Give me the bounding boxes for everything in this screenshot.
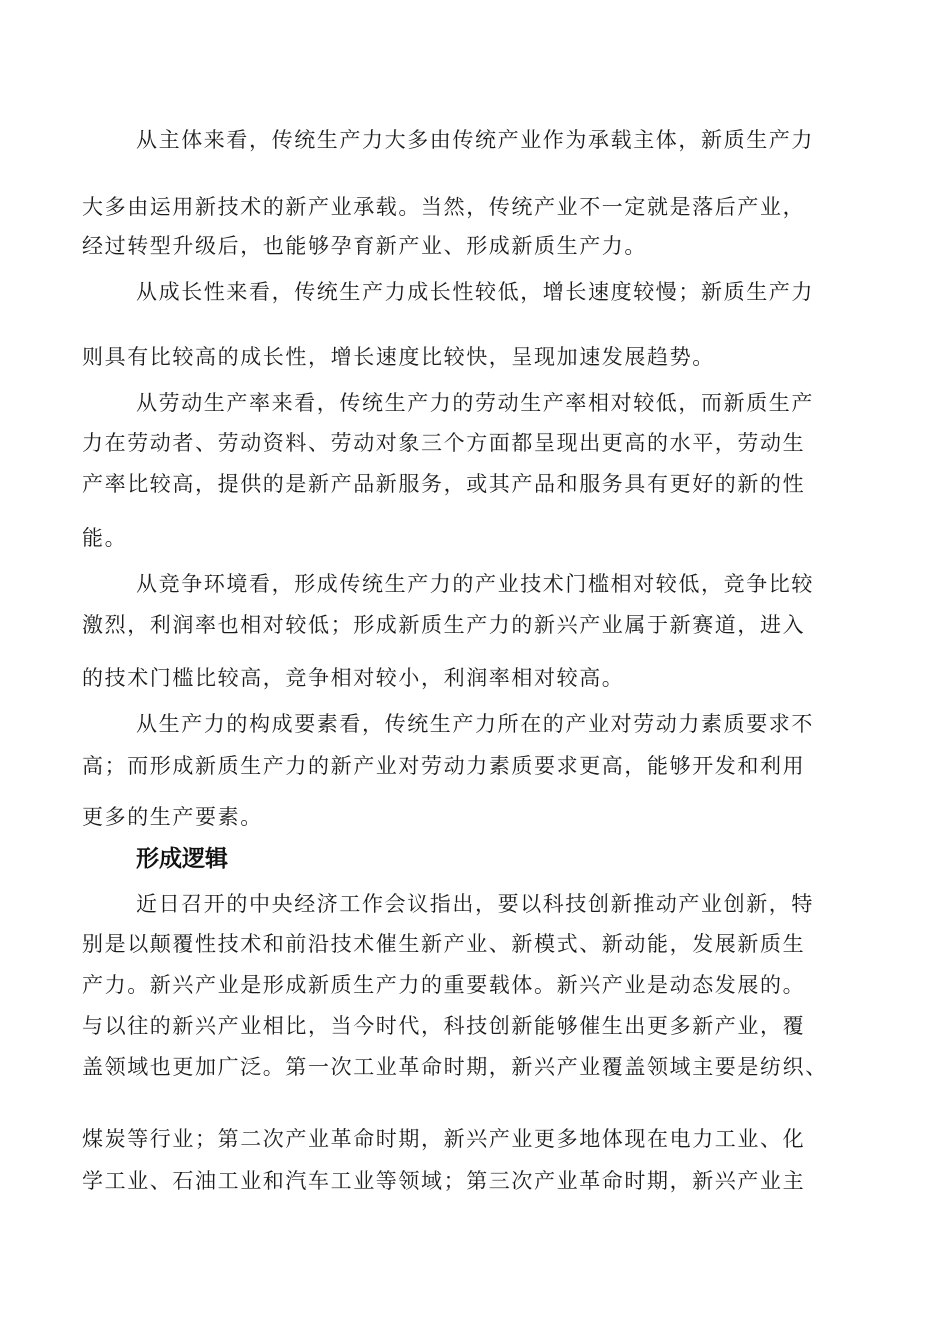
text-line: 力在劳动者、劳动资料、劳动对象三个方面都呈现出更高的水平，劳动生 (82, 431, 806, 455)
section-heading: 形成逻辑 (136, 846, 228, 872)
text-line: 高；而形成新质生产力的新产业对劳动力素质要求更高，能够开发和利用 (82, 754, 806, 778)
text-line: 近日召开的中央经济工作会议指出，要以科技创新推动产业创新，特 (136, 892, 814, 916)
text-line: 从生产力的构成要素看，传统生产力所在的产业对劳动力素质要求不 (136, 712, 814, 736)
text-line: 的技术门槛比较高，竞争相对较小，利润率相对较高。 (82, 666, 625, 690)
text-line: 产率比较高，提供的是新产品新服务，或其产品和服务具有更好的新的性 (82, 472, 806, 496)
text-line: 则具有比较高的成长性，增长速度比较快，呈现加速发展趋势。 (82, 345, 715, 369)
text-line: 别是以颠覆性技术和前沿技术催生新产业、新模式、新动能，发展新质生 (82, 932, 806, 956)
text-line: 产力。新兴产业是形成新质生产力的重要载体。新兴产业是动态发展的。 (82, 973, 806, 997)
text-line: 与以往的新兴产业相比，当今时代，科技创新能够催生出更多新产业，覆 (82, 1014, 806, 1038)
text-line: 从劳动生产率来看，传统生产力的劳动生产率相对较低，而新质生产 (136, 391, 814, 415)
text-line: 大多由运用新技术的新产业承载。当然，传统产业不一定就是落后产业， (82, 195, 806, 219)
text-line: 从成长性来看，传统生产力成长性较低，增长速度较慢；新质生产力 (136, 280, 814, 304)
text-line: 能。 (82, 526, 128, 550)
text-line: 从竞争环境看，形成传统生产力的产业技术门槛相对较低，竞争比较 (136, 572, 814, 596)
text-line: 盖领域也更加广泛。第一次工业革命时期，新兴产业覆盖领域主要是纺织、 (82, 1055, 828, 1079)
text-line: 从主体来看，传统生产力大多由传统产业作为承载主体，新质生产力 (136, 128, 814, 152)
text-line: 煤炭等行业；第二次产业革命时期，新兴产业更多地体现在电力工业、化 (82, 1127, 806, 1151)
text-line: 经过转型升级后，也能够孕育新产业、形成新质生产力。 (82, 234, 647, 258)
text-line: 更多的生产要素。 (82, 805, 263, 829)
text-line: 激烈，利润率也相对较低；形成新质生产力的新兴产业属于新赛道，进入 (82, 613, 806, 637)
text-line: 学工业、石油工业和汽车工业等领域；第三次产业革命时期，新兴产业主 (82, 1169, 806, 1193)
